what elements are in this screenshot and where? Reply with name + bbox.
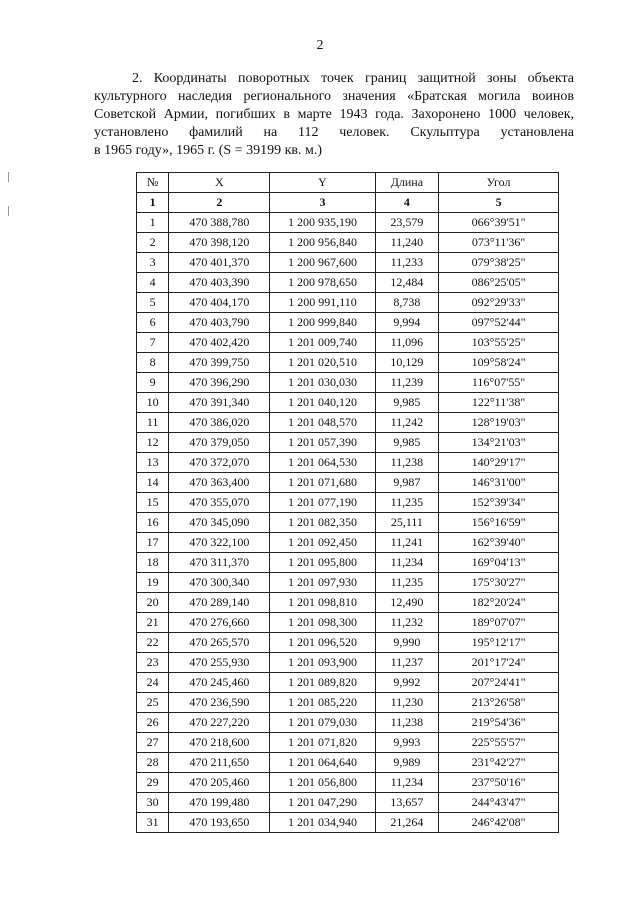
table-row [137, 553, 559, 573]
table-row [137, 773, 559, 793]
table-row [137, 713, 559, 733]
cell-length: 11,238 [375, 713, 439, 733]
header-y: Y [270, 173, 375, 193]
table-row [137, 313, 559, 333]
cell-length: 23,579 [375, 213, 439, 233]
cell-x: 470 391,340 [169, 393, 270, 413]
cell-length: 11,242 [375, 413, 439, 433]
cell-x: 470 363,400 [169, 473, 270, 493]
cell-x: 470 227,220 [169, 713, 270, 733]
cell-y: 1 201 096,520 [270, 633, 375, 653]
cell-angle: 140°29'17" [439, 453, 559, 473]
table-row [137, 233, 559, 253]
column-number: 1 [137, 193, 169, 213]
column-number: 5 [439, 193, 559, 213]
cell-length: 11,240 [375, 233, 439, 253]
cell-angle: 237°50'16" [439, 773, 559, 793]
cell-angle: 128°19'03" [439, 413, 559, 433]
table-row [137, 613, 559, 633]
cell-x: 470 211,650 [169, 753, 270, 773]
paragraph-line: установлено фамилий на 112 человек. Скульптура установлена [94, 125, 574, 140]
cell-x: 470 372,070 [169, 453, 270, 473]
cell-angle: 201°17'24" [439, 653, 559, 673]
cell-number: 24 [137, 673, 169, 693]
cell-x: 470 345,090 [169, 513, 270, 533]
cell-length: 9,993 [375, 733, 439, 753]
cell-length: 11,239 [375, 373, 439, 393]
cell-number: 12 [137, 433, 169, 453]
header-angle: Угол [439, 173, 559, 193]
cell-length: 11,233 [375, 253, 439, 273]
cell-number: 21 [137, 613, 169, 633]
cell-y: 1 201 077,190 [270, 493, 375, 513]
margin-mark [8, 206, 9, 216]
cell-x: 470 401,370 [169, 253, 270, 273]
table-row [137, 533, 559, 553]
column-number: 3 [270, 193, 375, 213]
table-row [137, 733, 559, 753]
cell-length: 12,484 [375, 273, 439, 293]
cell-angle: 092°29'33" [439, 293, 559, 313]
cell-number: 26 [137, 713, 169, 733]
table-row [137, 413, 559, 433]
table-body [137, 213, 559, 833]
cell-angle: 156°16'59" [439, 513, 559, 533]
cell-x: 470 403,390 [169, 273, 270, 293]
table-row [137, 593, 559, 613]
cell-y: 1 201 071,820 [270, 733, 375, 753]
table-row [137, 393, 559, 413]
cell-length: 11,237 [375, 653, 439, 673]
table-row [137, 673, 559, 693]
cell-y: 1 201 098,300 [270, 613, 375, 633]
table-row [137, 493, 559, 513]
paragraph-line: культурного наследия регионального значения «Братская могила воинов [94, 89, 574, 104]
cell-x: 470 398,120 [169, 233, 270, 253]
cell-number: 31 [137, 813, 169, 833]
cell-x: 470 289,140 [169, 593, 270, 613]
cell-y: 1 201 097,930 [270, 573, 375, 593]
cell-y: 1 200 999,840 [270, 313, 375, 333]
table-row [137, 693, 559, 713]
cell-x: 470 399,750 [169, 353, 270, 373]
cell-y: 1 201 092,450 [270, 533, 375, 553]
cell-x: 470 311,370 [169, 553, 270, 573]
cell-angle: 066°39'51" [439, 213, 559, 233]
cell-y: 1 201 085,220 [270, 693, 375, 713]
cell-y: 1 201 089,820 [270, 673, 375, 693]
cell-number: 13 [137, 453, 169, 473]
cell-angle: 244°43'47" [439, 793, 559, 813]
cell-y: 1 200 967,600 [270, 253, 375, 273]
cell-y: 1 200 956,840 [270, 233, 375, 253]
cell-angle: 231°42'27" [439, 753, 559, 773]
cell-length: 11,241 [375, 533, 439, 553]
cell-angle: 246°42'08" [439, 813, 559, 833]
cell-y: 1 201 057,390 [270, 433, 375, 453]
cell-angle: 097°52'44" [439, 313, 559, 333]
cell-angle: 086°25'05" [439, 273, 559, 293]
cell-number: 8 [137, 353, 169, 373]
table-row [137, 213, 559, 233]
cell-angle: 207°24'41" [439, 673, 559, 693]
cell-number: 30 [137, 793, 169, 813]
table-row [137, 793, 559, 813]
cell-x: 470 355,070 [169, 493, 270, 513]
cell-length: 10,129 [375, 353, 439, 373]
cell-number: 18 [137, 553, 169, 573]
cell-y: 1 201 082,350 [270, 513, 375, 533]
table-row [137, 333, 559, 353]
cell-angle: 219°54'36" [439, 713, 559, 733]
cell-number: 3 [137, 253, 169, 273]
column-number: 4 [375, 193, 439, 213]
table-row [137, 813, 559, 833]
cell-length: 9,989 [375, 753, 439, 773]
table-row [137, 293, 559, 313]
cell-angle: 134°21'03" [439, 433, 559, 453]
header-number: № [137, 173, 169, 193]
table-row [137, 573, 559, 593]
cell-angle: 189°07'07" [439, 613, 559, 633]
cell-y: 1 201 071,680 [270, 473, 375, 493]
cell-y: 1 201 095,800 [270, 553, 375, 573]
table-row [137, 473, 559, 493]
coordinates-table [136, 172, 559, 833]
cell-y: 1 201 047,290 [270, 793, 375, 813]
cell-y: 1 201 079,030 [270, 713, 375, 733]
paragraph-line: в 1965 году», 1965 г. (S = 39199 кв. м.) [94, 143, 323, 158]
paragraph-line: Советской Армии, погибших в марте 1943 года. Захоронено 1000 человек, [94, 107, 574, 122]
cell-y: 1 201 048,570 [270, 413, 375, 433]
cell-y: 1 200 978,650 [270, 273, 375, 293]
cell-number: 10 [137, 393, 169, 413]
cell-x: 470 245,460 [169, 673, 270, 693]
cell-angle: 162°39'40" [439, 533, 559, 553]
header-x: X [169, 173, 270, 193]
cell-length: 25,111 [375, 513, 439, 533]
cell-x: 470 396,290 [169, 373, 270, 393]
cell-length: 21,264 [375, 813, 439, 833]
cell-length: 11,234 [375, 553, 439, 573]
cell-number: 25 [137, 693, 169, 713]
cell-y: 1 201 009,740 [270, 333, 375, 353]
table-row [137, 373, 559, 393]
cell-x: 470 265,570 [169, 633, 270, 653]
cell-length: 9,987 [375, 473, 439, 493]
cell-length: 9,992 [375, 673, 439, 693]
cell-angle: 175°30'27" [439, 573, 559, 593]
cell-angle: 195°12'17" [439, 633, 559, 653]
cell-length: 11,234 [375, 773, 439, 793]
cell-number: 2 [137, 233, 169, 253]
cell-length: 9,985 [375, 393, 439, 413]
cell-angle: 079°38'25" [439, 253, 559, 273]
cell-x: 470 199,480 [169, 793, 270, 813]
table-row [137, 453, 559, 473]
cell-x: 470 403,790 [169, 313, 270, 333]
coordinates-paragraph [94, 70, 574, 160]
cell-x: 470 276,660 [169, 613, 270, 633]
cell-angle: 109°58'24" [439, 353, 559, 373]
cell-y: 1 201 040,120 [270, 393, 375, 413]
cell-x: 470 193,650 [169, 813, 270, 833]
header-length: Длина [375, 173, 439, 193]
cell-number: 15 [137, 493, 169, 513]
cell-x: 470 255,930 [169, 653, 270, 673]
cell-y: 1 201 093,900 [270, 653, 375, 673]
table-row [137, 513, 559, 533]
cell-number: 11 [137, 413, 169, 433]
cell-number: 6 [137, 313, 169, 333]
column-number-row [137, 193, 559, 213]
page-number: 2 [316, 38, 324, 53]
cell-angle: 116°07'55" [439, 373, 559, 393]
cell-number: 22 [137, 633, 169, 653]
cell-length: 11,238 [375, 453, 439, 473]
cell-length: 12,490 [375, 593, 439, 613]
column-number: 2 [169, 193, 270, 213]
cell-y: 1 201 064,640 [270, 753, 375, 773]
cell-angle: 225°55'57" [439, 733, 559, 753]
cell-x: 470 388,780 [169, 213, 270, 233]
table-row [137, 633, 559, 653]
cell-number: 14 [137, 473, 169, 493]
table-header-row [137, 173, 559, 193]
cell-angle: 213°26'58" [439, 693, 559, 713]
cell-x: 470 404,170 [169, 293, 270, 313]
cell-number: 9 [137, 373, 169, 393]
cell-y: 1 201 056,800 [270, 773, 375, 793]
cell-length: 11,096 [375, 333, 439, 353]
cell-angle: 073°11'36" [439, 233, 559, 253]
cell-y: 1 201 098,810 [270, 593, 375, 613]
cell-length: 9,990 [375, 633, 439, 653]
cell-x: 470 402,420 [169, 333, 270, 353]
cell-x: 470 386,020 [169, 413, 270, 433]
cell-y: 1 201 064,530 [270, 453, 375, 473]
cell-x: 470 205,460 [169, 773, 270, 793]
cell-number: 27 [137, 733, 169, 753]
cell-x: 470 322,100 [169, 533, 270, 553]
cell-length: 11,230 [375, 693, 439, 713]
cell-number: 19 [137, 573, 169, 593]
cell-angle: 103°55'25" [439, 333, 559, 353]
table-row [137, 253, 559, 273]
cell-number: 1 [137, 213, 169, 233]
cell-number: 17 [137, 533, 169, 553]
table-row [137, 753, 559, 773]
cell-length: 13,657 [375, 793, 439, 813]
cell-number: 7 [137, 333, 169, 353]
cell-x: 470 218,600 [169, 733, 270, 753]
cell-length: 9,985 [375, 433, 439, 453]
cell-number: 28 [137, 753, 169, 773]
cell-y: 1 200 991,110 [270, 293, 375, 313]
cell-angle: 146°31'00" [439, 473, 559, 493]
cell-y: 1 201 030,030 [270, 373, 375, 393]
cell-x: 470 379,050 [169, 433, 270, 453]
cell-y: 1 200 935,190 [270, 213, 375, 233]
cell-number: 4 [137, 273, 169, 293]
table-row [137, 353, 559, 373]
cell-y: 1 201 020,510 [270, 353, 375, 373]
cell-length: 9,994 [375, 313, 439, 333]
cell-length: 11,235 [375, 493, 439, 513]
cell-y: 1 201 034,940 [270, 813, 375, 833]
cell-number: 5 [137, 293, 169, 313]
cell-angle: 169°04'13" [439, 553, 559, 573]
paragraph-line: 2. Координаты поворотных точек границ защитной зоны объекта [132, 71, 574, 86]
table-row [137, 433, 559, 453]
cell-length: 8,738 [375, 293, 439, 313]
table-row [137, 273, 559, 293]
cell-x: 470 300,340 [169, 573, 270, 593]
cell-number: 20 [137, 593, 169, 613]
cell-angle: 122°11'38" [439, 393, 559, 413]
cell-x: 470 236,590 [169, 693, 270, 713]
cell-angle: 152°39'34" [439, 493, 559, 513]
table-row [137, 653, 559, 673]
cell-angle: 182°20'24" [439, 593, 559, 613]
cell-number: 29 [137, 773, 169, 793]
cell-number: 16 [137, 513, 169, 533]
cell-length: 11,235 [375, 573, 439, 593]
cell-number: 23 [137, 653, 169, 673]
cell-length: 11,232 [375, 613, 439, 633]
margin-mark [8, 172, 9, 182]
